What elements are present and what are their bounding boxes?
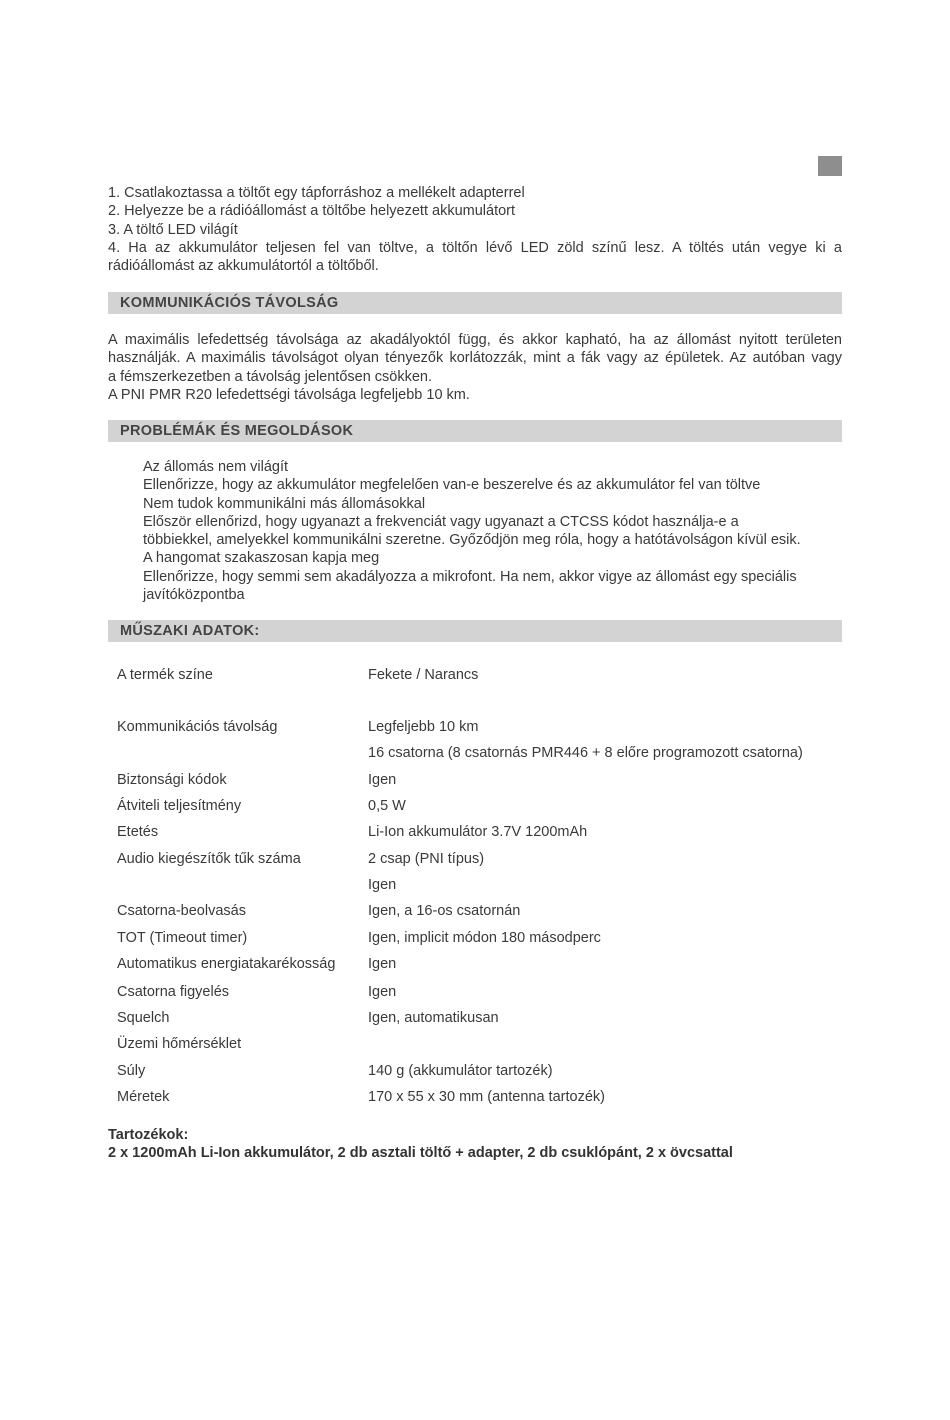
problem-item: Nem tudok kommunikálni más állomásokkal — [143, 495, 426, 512]
spec-value: Fekete / Narancs — [368, 667, 479, 683]
spec-label: Méretek — [117, 1089, 170, 1105]
spec-label: A termék színe — [117, 667, 213, 683]
spec-value: 170 x 55 x 30 mm (antenna tartozék) — [368, 1089, 605, 1105]
spec-row — [117, 956, 842, 976]
spec-row — [117, 798, 842, 818]
section-title-troubleshooting: PROBLÉMÁK ÉS MEGOLDÁSOK — [120, 423, 354, 439]
problem-item: Az állomás nem világít — [143, 459, 289, 475]
spec-row — [117, 877, 842, 897]
spec-row — [117, 1010, 842, 1030]
spec-row — [117, 772, 842, 792]
spec-value: 16 csatorna (8 csatornás PMR446 + 8 előre programozott csatorna) — [368, 745, 803, 761]
spec-row — [117, 984, 842, 1004]
step-4: 4. Ha az akkumulátor teljesen fel van töltve, a töltőn lévő LED zöld színű lesz. A töltés után vegye ki a — [108, 239, 842, 256]
step-4-cont: rádióállomást az akkumulátortól a töltőből. — [108, 258, 379, 275]
spec-label: Automatikus energiatakarékosság — [117, 956, 336, 972]
accessories-text: 2 x 1200mAh Li-Ion akkumulátor, 2 db asztali töltő + adapter, 2 db csuklópánt, 2 x övcsattal — [108, 1145, 733, 1162]
spec-row — [117, 930, 842, 950]
spec-label: Biztonsági kódok — [117, 772, 227, 788]
spec-value: Igen, implicit módon 180 másodperc — [368, 930, 601, 946]
spec-row — [117, 719, 842, 739]
solution-item: javítóközpontba — [143, 587, 245, 604]
spec-value: Legfeljebb 10 km — [368, 719, 479, 735]
spec-value: 2 csap (PNI típus) — [368, 851, 485, 867]
spec-row — [117, 1036, 842, 1056]
spec-label: Kommunikációs távolság — [117, 719, 278, 735]
range-paragraph — [108, 331, 842, 404]
spec-label: Csatorna-beolvasás — [117, 903, 246, 919]
solution-item: Először ellenőrizd, hogy ugyanazt a frekvenciát vagy ugyanazt a CTCSS kódot használja-e a — [143, 513, 739, 530]
accessories-title: Tartozékok: — [108, 1127, 189, 1143]
spec-label: Audio kiegészítők tűk száma — [117, 851, 301, 867]
range-line: A maximális lefedettség távolsága az akadályoktól függ, és akkor kapható, ha az állomást nyitott területen — [108, 332, 842, 348]
section-header-troubleshooting — [108, 420, 842, 442]
spec-value: Igen — [368, 984, 397, 1000]
troubleshooting-list — [143, 458, 843, 604]
range-line: A PNI PMR R20 lefedettségi távolsága legfeljebb 10 km. — [108, 386, 470, 403]
problem-item: A hangomat szakaszosan kapja meg — [143, 550, 380, 567]
spec-label: Üzemi hőmérséklet — [117, 1036, 242, 1052]
spec-value: 140 g (akkumulátor tartozék) — [368, 1063, 553, 1079]
spec-label: Etetés — [117, 824, 159, 840]
spec-row — [117, 851, 842, 871]
spec-value: Igen — [368, 772, 397, 788]
spec-label: Squelch — [117, 1010, 170, 1026]
step-1: 1. Csatlakoztassa a töltőt egy tápforráshoz a mellékelt adapterrel — [108, 185, 525, 201]
page-marker — [818, 156, 842, 176]
solution-item: Ellenőrizze, hogy az akkumulátor megfelelően van-e beszerelve és az akkumulátor fel van töltve — [143, 477, 761, 494]
spec-value: 0,5 W — [368, 798, 406, 814]
section-title-range: KOMMUNIKÁCIÓS TÁVOLSÁG — [120, 295, 339, 311]
accessories — [108, 1126, 842, 1163]
spec-value: Igen, a 16-os csatornán — [368, 903, 521, 919]
spec-row — [117, 824, 842, 844]
spec-value: Li-Ion akkumulátor 3.7V 1200mAh — [368, 824, 588, 840]
spec-row — [117, 1063, 842, 1083]
range-line: használják. A maximális távolságot olyan tényezők korlátozzák, mint a fák vagy az épületek. Az autóban vagy — [108, 350, 842, 367]
spec-row — [117, 667, 842, 687]
step-2: 2. Helyezze be a rádióállomást a töltőbe helyezett akkumulátort — [108, 203, 516, 220]
range-line: a fémszerkezetben a távolság jelentősen csökken. — [108, 368, 433, 385]
spec-value: Igen — [368, 956, 397, 972]
charging-steps — [108, 184, 842, 275]
spec-value: Igen — [368, 877, 397, 893]
spec-row — [117, 903, 842, 923]
spec-value: Igen, automatikusan — [368, 1010, 499, 1026]
solution-item: Ellenőrizze, hogy semmi sem akadályozza a mikrofont. Ha nem, akkor vigye az állomást egy speciális — [143, 568, 797, 585]
section-header-range — [108, 292, 842, 314]
section-title-specs: MŰSZAKI ADATOK: — [120, 623, 260, 639]
spec-label: Súly — [117, 1063, 146, 1079]
section-header-specs — [108, 620, 842, 642]
spec-label: Csatorna figyelés — [117, 984, 230, 1000]
spec-label: TOT (Timeout timer) — [117, 930, 248, 946]
step-3: 3. A töltő LED világít — [108, 221, 238, 238]
spec-row — [117, 745, 842, 765]
spec-row — [117, 1089, 842, 1109]
solution-item: többiekkel, amelyekkel kommunikálni szeretne. Győződjön meg róla, hogy a hatótávolságon kívül esik. — [143, 532, 801, 549]
spec-label: Átviteli teljesítmény — [117, 798, 242, 814]
